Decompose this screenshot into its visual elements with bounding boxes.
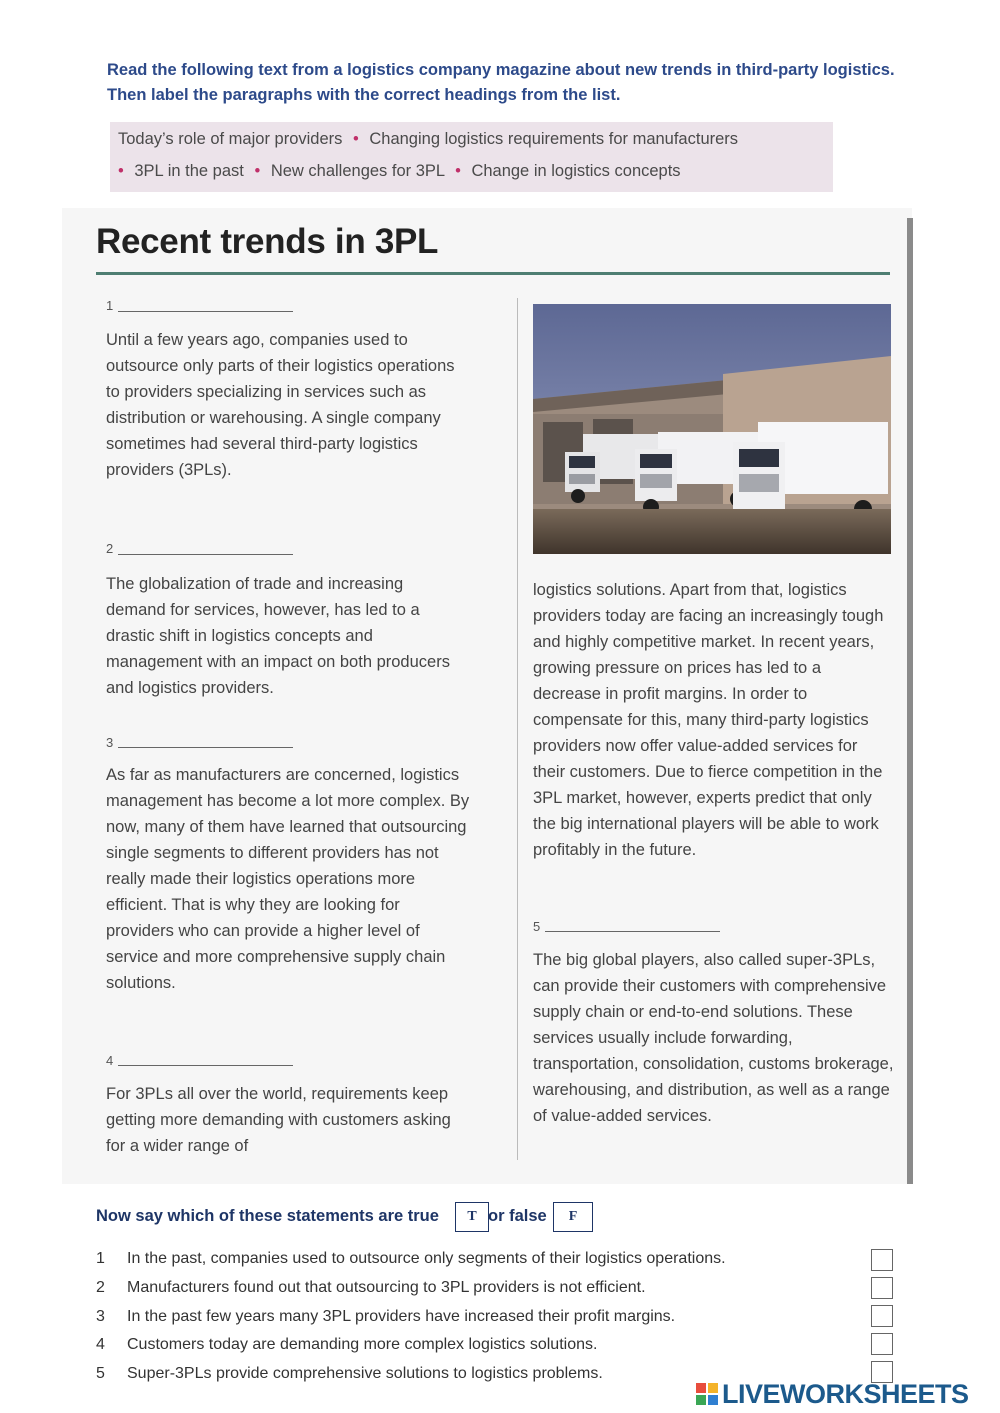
statement-text: Super-3PLs provide comprehensive solutions to logistics problems. (127, 1365, 603, 1382)
prompt-start: Now say which of these statements are true (96, 1207, 439, 1225)
article-edge-bar (907, 218, 913, 1184)
statement-2 (96, 1279, 646, 1297)
statement-text: In the past few years many 3PL providers have increased their profit margins. (127, 1308, 676, 1325)
statement-1 (96, 1250, 726, 1268)
statement-4 (96, 1336, 597, 1354)
statement-text: In the past, companies used to outsource only segments of their logistics operations. (127, 1250, 726, 1267)
statement-number: 5 (96, 1365, 105, 1382)
true-false-prompt (96, 1207, 439, 1226)
headings-list (110, 122, 833, 192)
statement-text: Customers today are demanding more complex logistics solutions. (127, 1336, 598, 1353)
prompt-middle: or false (488, 1207, 547, 1225)
statement-number: 3 (96, 1308, 105, 1325)
logo-icon (696, 1383, 718, 1405)
statement-number: 4 (96, 1336, 105, 1353)
paragraph-5: The big global players, also called super-3PLs, can provide their customers with comprehensive supply chain or end-to-end solutions. These services usually include forwarding, transportation, consolidation, customs brokerage, warehousing, and distribution, as well as a range of value-added services. (533, 951, 894, 1125)
bullet-icon: • (254, 162, 261, 180)
paragraph-3: As far as manufacturers are concerned, logistics management has become a lot more complex. By now, many of them have learned that outsourcing single segments to different providers has not really made their logistics operations more efficient. That is why they are looking for providers who can provide a higher level of service and more comprehensive supply chain solutions. (106, 766, 470, 992)
bullet-icon: • (118, 162, 124, 180)
answer-checkbox-4[interactable] (871, 1333, 893, 1355)
answer-checkbox-2[interactable] (871, 1277, 893, 1299)
heading-blank-1[interactable] (118, 311, 293, 312)
title-divider (96, 272, 890, 275)
answer-checkbox-3[interactable] (871, 1305, 893, 1327)
article-title: Recent trends in 3PL (96, 222, 439, 261)
paragraph-4: For 3PLs all over the world, requirements keep getting more demanding with customers asking for a wider range of (106, 1085, 451, 1155)
statement-number: 1 (96, 1250, 105, 1267)
heading-option: Today’s role of major providers (118, 130, 343, 148)
false-answer-box[interactable]: F (553, 1202, 593, 1232)
heading-blank-5[interactable] (545, 931, 720, 932)
heading-blank-4[interactable] (118, 1065, 293, 1066)
heading-blank-2[interactable] (118, 554, 293, 555)
paragraph-4-continuation: logistics solutions. Apart from that, logistics providers today are facing an increasingly tough and highly competitive market. In recent years, growing pressure on prices has led to a decrease in profit margins. In order to compensate for this, many third-party logistics providers now offer value-added services for their customers. Due to fierce competition in the 3PL market, however, experts predict that only the big international players will be able to work profitably in the future. (533, 581, 884, 859)
true-answer-box[interactable]: T (455, 1202, 489, 1232)
statement-3 (96, 1308, 675, 1326)
bullet-icon: • (352, 130, 359, 148)
paragraph-number: 5 (533, 919, 541, 934)
heading-option: Changing logistics requirements for manufacturers (369, 130, 739, 148)
statement-number: 2 (96, 1279, 105, 1296)
heading-option: New challenges for 3PL (270, 162, 445, 180)
statement-5 (96, 1365, 603, 1383)
statement-text: Manufacturers found out that outsourcing to 3PL providers is not efficient. (127, 1279, 646, 1296)
answer-checkbox-1[interactable] (871, 1249, 893, 1271)
paragraph-2: The globalization of trade and increasing demand for services, however, has led to a drastic shift in logistics concepts and management with an impact on both producers and logistics providers. (106, 575, 450, 697)
logo-text: LIVEWORKSHEETS (722, 1379, 969, 1409)
paragraph-number: 4 (106, 1053, 114, 1068)
heading-option: 3PL in the past (134, 162, 244, 180)
column-divider (517, 298, 518, 1160)
heading-blank-3[interactable] (118, 747, 293, 748)
paragraph-number: 3 (106, 735, 114, 750)
paragraph-number: 1 (106, 298, 114, 313)
paragraph-1: Until a few years ago, companies used to outsource only parts of their logistics operations to providers specializing in services such as distribution or warehousing. A single company sometimes had several third-party logistics providers (3PLs). (106, 331, 455, 479)
heading-option: Change in logistics concepts (471, 162, 681, 180)
bullet-icon: • (455, 162, 461, 180)
instructions-text: Read the following text from a logistics company magazine about new trends in third-party logistics. Then label the paragraphs with the correct headings from the list. (107, 61, 895, 104)
paragraph-number: 2 (106, 541, 114, 556)
trucks-photo (533, 304, 891, 554)
liveworksheets-logo (694, 1377, 994, 1411)
